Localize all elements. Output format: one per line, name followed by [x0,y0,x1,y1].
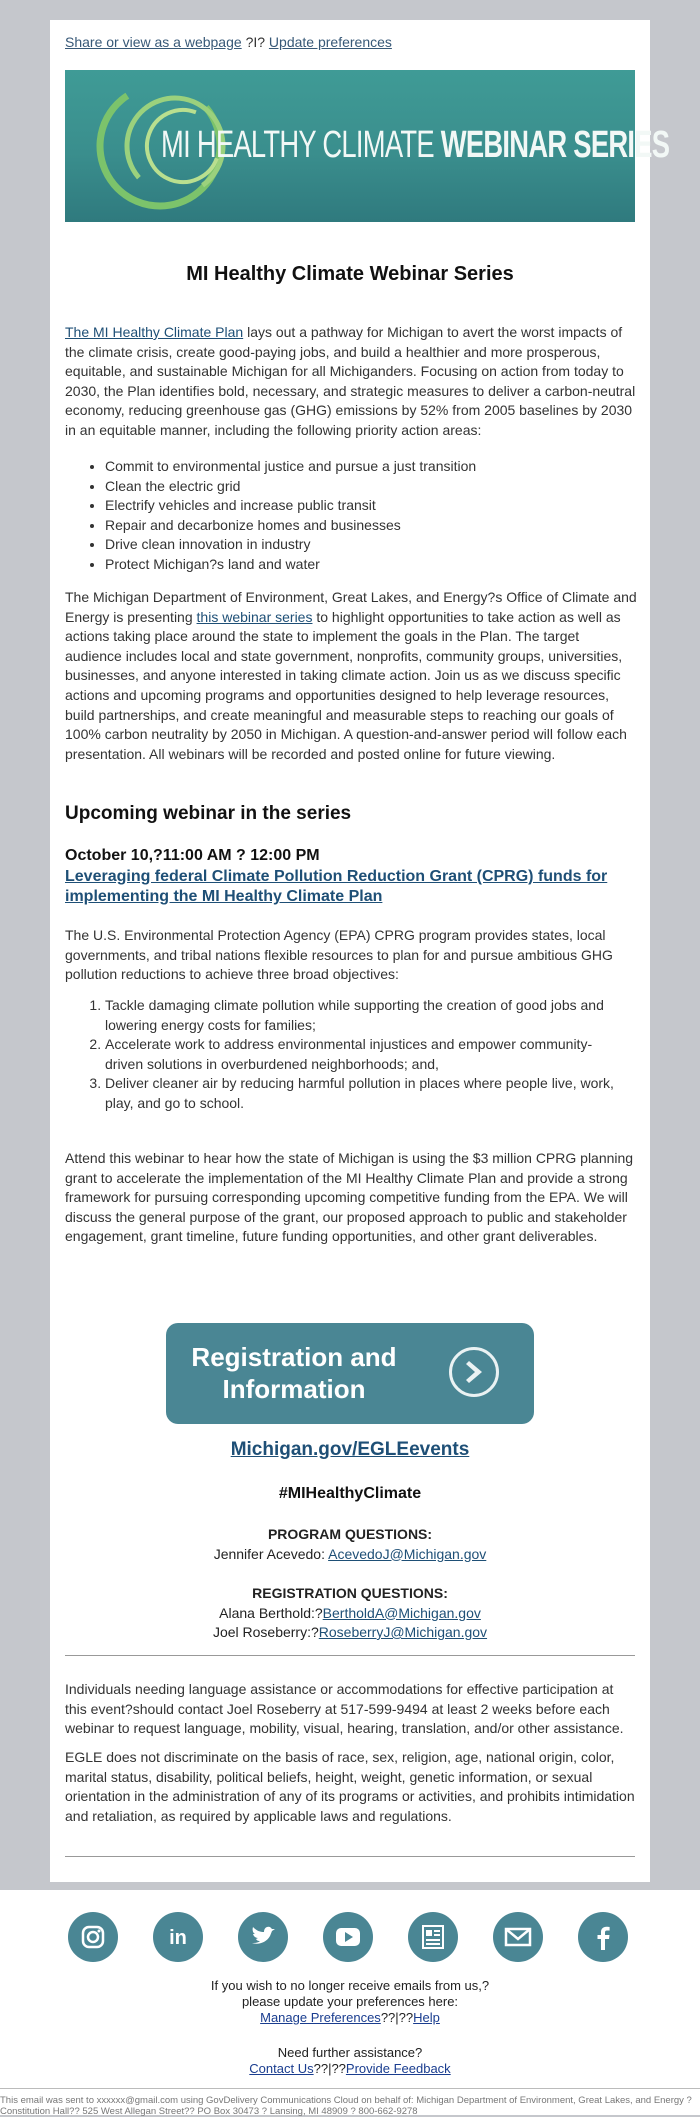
help-link[interactable]: Help [413,2010,440,2025]
program-questions-label: PROGRAM QUESTIONS: [267,1526,433,1542]
divider [0,2088,700,2089]
email-card [50,20,670,1882]
registration-button-line2: Information [222,1374,366,1404]
disclaimer: This email was sent to xxxxxx@gmail.com using GovDelivery Communications Cloud on behalf of: Michigan Department of Environment, Great Lakes, and Energy ? Constitution Hall?? 525 West Allegan Street?? PO Box 30473 ? Lansing, MI 48909 ? 800-662-9278 [0,2095,692,2117]
divider [65,1856,635,1857]
link-separator: ??|?? [313,2061,346,2076]
upcoming-heading: Upcoming webinar in the series [65,803,352,824]
assistance-text [0,2045,700,2077]
attend-paragraph: Attend this webinar to hear how the state of Michigan is using the $3 million CPRG planning grant to accelerate the implementation of the MI Healthy Climate Plan and provide a strong framework for pursuing corresponding upcoming competitive funding from the EPA. We will discuss the general purpose of the grant, our proposed approach to public and stakeholder engagement, grant timeline, future funding opportunities, and other grant deliverables. [65,1150,634,1245]
divider [65,1655,635,1656]
share-webpage-link[interactable]: Share or view as a webpage [65,34,242,50]
cprg-description: The U.S. Environmental Protection Agency (EPA) CPRG program provides states, local governments, and tribal nations flexible resources to plan for and pursue ambitious GHG pollution reductions to achieve three broad objectives: [65,927,613,983]
registration-questions [50,1584,650,1643]
intro-paragraph [65,323,637,441]
series-text-before: The Michigan Department of Environment, Great Lakes, and Energy?s Office of Climate and Energy is presenting [65,589,637,625]
twitter-icon[interactable] [238,1912,288,1962]
registration-questions-label: REGISTRATION QUESTIONS: [252,1585,448,1601]
registration-button[interactable] [166,1323,534,1424]
objectives-list [65,996,625,1114]
footer [0,1890,700,2115]
series-paragraph [65,588,637,764]
email-icon[interactable] [493,1912,543,1962]
registration-button-label [184,1341,404,1405]
link-separator: ??|?? [380,2010,414,2025]
list-item: • Protect Michigan?s land and water [105,555,625,575]
program-questions [50,1525,650,1564]
list-item: 1. Tackle damaging climate pollution while supporting the creation of good jobs and lowering energy costs for families; [105,996,625,1035]
list-item: • Repair and decarbonize homes and businesses [105,516,625,536]
list-item: 2. Accelerate work to address environmental injustices and empower community-driven solutions in overburdened neighborhoods; and, [105,1035,625,1074]
instagram-icon[interactable] [68,1912,118,1962]
reg-email-link-2[interactable]: RoseberryJ@Michigan.gov [318,1624,488,1640]
banner-title [161,124,669,167]
banner-title-bold: WEBINAR SERIES [440,124,670,166]
intro-text: lays out a pathway for Michigan to avert the worst impacts of the climate crisis, create good-paying jobs, and build a healthier and more prosperous, equitable, and sustainable Michigan for all Michiganders. Focusing on action from today to 2030, the Plan identifies bold, necessary, and strategic measures to deliver a carbon-neutral economy, reducing greenhouse gas (GHG) emissions by 52% from 2005 baselines by 2030 in an equitable manner, including the following priority action areas: [65,324,636,438]
svg-text:in: in [169,1927,187,1949]
reg-contact-name-1: Alana Berthold:? [219,1604,323,1621]
list-item: • Clean the electric grid [105,477,625,497]
unsubscribe-line-2: please update your preferences here: [241,1994,459,2009]
hashtag: #MIHealthyClimate [278,1485,422,1502]
webinar-date: October 10,?11:00 AM ? 12:00 PM [65,847,320,864]
webinar-banner [65,70,670,222]
social-icons-row [0,1912,700,1964]
webinar-series-link[interactable]: this webinar series [196,608,313,625]
manage-preferences-link[interactable]: Manage Preferences [260,2010,381,2025]
reg-contact-name-2: Joel Roseberry:? [212,1624,319,1640]
linkedin-icon[interactable] [153,1912,203,1962]
contact-us-link[interactable]: Contact Us [249,2061,314,2076]
list-item: • Electrify vehicles and increase public transit [105,496,625,516]
egle-events-link[interactable]: Michigan.gov/EGLEevents [230,1439,470,1460]
unsubscribe-line-1: If you wish to no longer receive emails from us,? [210,1978,490,1993]
registration-button-line1: Registration and [191,1342,397,1372]
list-item: • Drive clean innovation in industry [105,535,625,555]
update-preferences-link[interactable]: Update preferences [268,34,392,50]
chevron-right-icon [449,1347,499,1397]
climate-plan-link[interactable]: The MI Healthy Climate Plan [65,324,244,340]
reg-email-link-1[interactable]: BertholdA@Michigan.gov [322,1604,481,1621]
unsubscribe-text [0,1978,700,2026]
top-links [65,34,392,50]
program-contact-name: Jennifer Acevedo: [213,1545,329,1562]
newsletter-icon[interactable] [408,1912,458,1962]
provide-feedback-link[interactable]: Provide Feedback [345,2061,451,2076]
program-email-link[interactable]: AcevedoJ@Michigan.gov [328,1545,487,1562]
list-item: 3. Deliver cleaner air by reducing harmful pollution in places where people live, work, play, and go to school. [105,1074,625,1113]
page-title: MI Healthy Climate Webinar Series [186,263,514,285]
accessibility-paragraph: Individuals needing language assistance or accommodations for effective participation at this event?should contact Joel Roseberry at 517-599-9494 at least 2 weeks before each webinar to request language, mobility, visual, hearing, translation, and/or other assistance. [65,1681,624,1737]
nondiscrimination-paragraph: EGLE does not discriminate on the basis of race, sex, religion, age, national origin, color, marital status, disability, political beliefs, height, weight, genetic information, or sexual orientation in the administration of any of its programs or activities, and prohibits intimidation and retaliation, as required by applicable laws and regulations. [65,1749,635,1824]
top-links-separator: ?I? [245,34,266,50]
banner-title-light: MI HEALTHY CLIMATE [161,124,441,166]
webinar-title-link[interactable]: Leveraging federal Climate Pollution Reduction Grant (CPRG) funds for implementing the MI Healthy Climate Plan [65,868,608,905]
facebook-icon[interactable] [578,1912,628,1962]
series-text-after: to highlight opportunities to take action as well as actions taking place around the state to implement the goals in the Plan. The target audience includes local and state government, nonprofits, community groups, universities, businesses, and anyone interested in taking climate action. Join us as we discuss specific actions and upcoming programs and opportunities designed to help leverage resources, build partnerships, and create meaningful and measurable steps to reaching our goals of 100% carbon neutrality by 2050 in Michigan. A question-and-answer period will follow each presentation. All webinars will be recorded and posted online for future viewing. [65,608,627,762]
assistance-label: Need further assistance? [277,2045,423,2060]
youtube-icon[interactable] [323,1912,373,1962]
priority-areas-list [65,457,625,575]
list-item: • Commit to environmental justice and pursue a just transition [105,457,625,477]
